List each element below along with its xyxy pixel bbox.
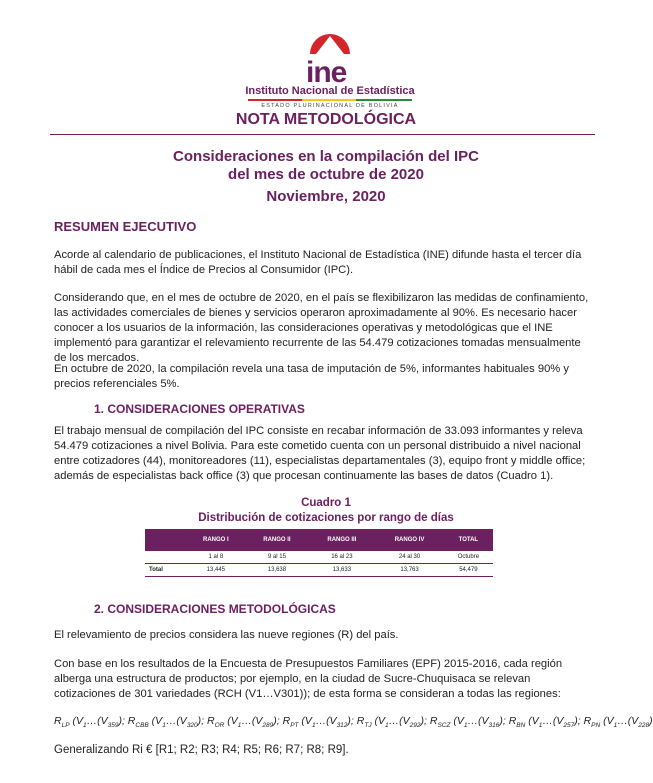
region-term: $R_{SCZ}$ ($V_1\dots(V_{316})$; (429, 715, 506, 730)
table-cell: 16 al 23 (308, 551, 375, 564)
document-title: NOTA METODOLÓGICA (235, 111, 417, 128)
table-cell: 13,445 (186, 564, 245, 577)
table-caption-title: Distribución de cotizaciones por rango de días (198, 512, 454, 524)
region-term: $R_{TJ}$ ($V_1\dots(V_{292})$; (356, 715, 427, 730)
region-term: $R_{BN}$ ($V_1\dots(V_{257})$; (508, 715, 581, 730)
title-divider (50, 134, 595, 135)
table-header-cell: RANGO IV (375, 529, 443, 551)
tricolor-bar (248, 99, 412, 101)
subtitle-line-1: Consideraciones en la compilación del IPC (173, 148, 479, 165)
region-term: $R_{CBB}$ ($V_1\dots(V_{320})$; (127, 715, 205, 730)
region-term: $R_{LP}$ ($V_1\dots(V_{359})$; (54, 715, 125, 730)
section-2-paragraph-2: Con base en los resultados de la Encuesta de Presupuestos Familiares (EPF) 2015-2016, cada región alberga una estructura de productos; por ejemplo, en la ciudad de Sucre-Chuquisaca se relevan cotizaciones de 301 variedades (RCH (V1…V301)); de esta forma se consideran a todas las regiones: (54, 658, 563, 700)
table-cell: 54,479 (444, 564, 493, 577)
table-cell: 1 al 8 (186, 551, 245, 564)
section-2-paragraph-1: El relevamiento de precios considera las nueve regiones (R) del país. (54, 629, 399, 641)
table-cell: 9 al 15 (245, 551, 308, 564)
section-1-heading: 1. CONSIDERACIONES OPERATIVAS (94, 402, 305, 416)
table-cell: Octubre (444, 551, 493, 564)
subtitle-date: Noviembre, 2020 (266, 188, 386, 205)
table-cell (145, 551, 186, 564)
table-header-cell: RANGO I (186, 529, 245, 551)
table-cell: 24 al 30 (375, 551, 443, 564)
institution-name: Instituto Nacional de Estadística (245, 85, 415, 97)
table-header-cell: RANGO II (245, 529, 308, 551)
ine-logo (240, 14, 420, 109)
ine-logo-icon (304, 14, 356, 58)
region-term: $R_{OR}$ ($V_1\dots(V_{289})$; (207, 715, 280, 730)
resumen-paragraph-1: Acorde al calendario de publicaciones, el Instituto Nacional de Estadística (INE) difunde hasta el tercer día hábil de cada mes el Índice de Precios al Consumidor (IPC). (54, 249, 582, 276)
resumen-heading: RESUMEN EJECUTIVO (54, 219, 197, 234)
state-line: ESTADO PLURINACIONAL DE BOLIVIA (261, 103, 399, 109)
logo-text: ine (306, 56, 347, 89)
table-header-cell (145, 529, 186, 551)
table-row (145, 564, 493, 577)
table-caption-number: Cuadro 1 (301, 497, 351, 509)
generalization-line: Generalizando Ri € [R1; R2; R3; R4; R5; R6; R7; R8; R9]. (54, 744, 349, 756)
table-cell: 13,638 (245, 564, 308, 577)
table-cell: 13,763 (375, 564, 443, 577)
resumen-paragraph-2: Considerando que, en el mes de octubre de 2020, en el país se flexibilizaron las medidas de confinamiento, las actividades comerciales de bienes y servicios operaron aproximadamente al 90%. Es necesario hacer conocer a los usuarios de la información, las consideraciones operativas y metodológicas que el INE implementó para garantizar el relevamiento recurrente de las 54.479 cotizaciones tomadas mensualmente de los mercados. (54, 292, 589, 364)
region-term: $R_{PN}$ ($V_1\dots(V_{228})$ (583, 715, 653, 730)
subtitle-line-2: del mes de octubre de 2020 (228, 166, 424, 183)
table-header-cell: TOTAL (444, 529, 493, 551)
cotizaciones-table (145, 529, 493, 577)
table-row (145, 551, 493, 564)
section-1-paragraph: El trabajo mensual de compilación del IPC consiste en recabar información de 33.093 informantes y releva 54.479 cotizaciones a nivel Bolivia. Para este cometido cuenta con un personal distribuido a nivel nacional entre cotizadores (44), monitoreadores (11), especialistas departamentales (3), equipo front y middle office; además de especialistas back office (3) que procesan continuamente las bases de datos (Cuadro 1). (54, 425, 586, 482)
table-cell: 13,633 (308, 564, 375, 577)
regions-formula (54, 715, 653, 729)
table-header-cell: RANGO III (308, 529, 375, 551)
table-cell: Total (145, 564, 186, 577)
region-term: $R_{PT}$ ($V_1\dots(V_{312})$; (282, 715, 354, 730)
resumen-paragraph-3: En octubre de 2020, la compilación revela una tasa de imputación de 5%, informantes habituales 90% y precios referenciales 5%. (54, 363, 569, 390)
table-header-row (145, 529, 493, 551)
section-2-heading: 2. CONSIDERACIONES METODOLÓGICAS (94, 602, 336, 616)
